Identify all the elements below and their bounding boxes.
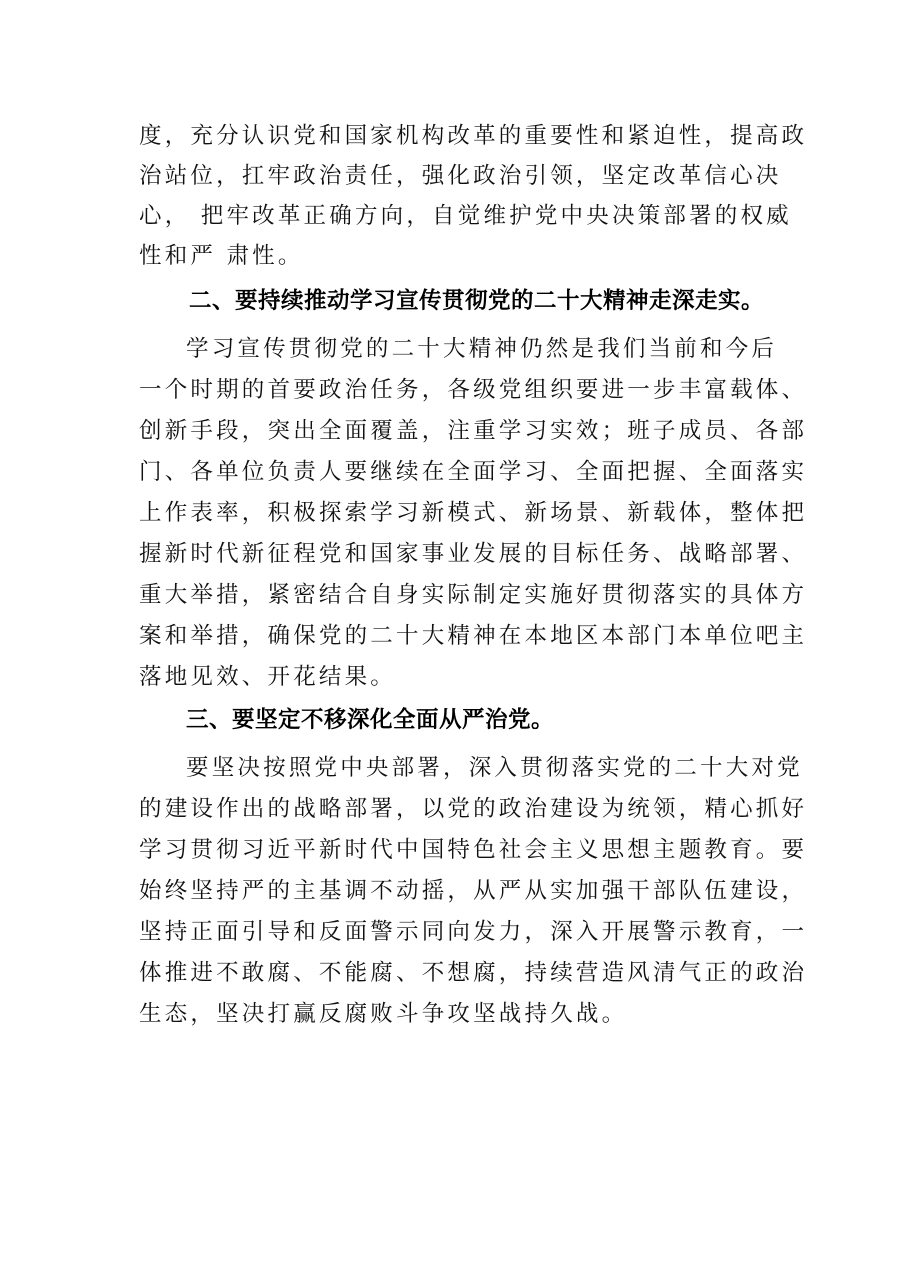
body-text-line: 重大举措，紧密结合自身实际制定实施好贯彻落实的具体方 bbox=[139, 582, 808, 608]
body-text-line: 坚持正面引导和反面警示同向发力，深入开展警示教育，一 bbox=[139, 919, 808, 945]
body-text-line: 一个时期的首要政治任务，各级党组织要进一步丰富载体、 bbox=[139, 377, 808, 403]
body-text-line: 落地见效、开花结果。 bbox=[139, 664, 397, 690]
body-text-line: 要坚决按照党中央部署，深入贯彻落实党的二十大对党 bbox=[186, 755, 803, 781]
body-text-line: 治站位，扛牢政治责任，强化政治引领，坚定改革信心决 bbox=[139, 163, 782, 189]
body-text-line: 生态，坚决打赢反腐败斗争攻坚战持久战。 bbox=[139, 1001, 628, 1027]
section-heading-2: 二、要持续推动学习宣传贯彻党的二十大精神走深走实。 bbox=[189, 288, 765, 314]
body-text-line: 创新手段，突出全面覆盖，注重学习实效；班子成员、各部 bbox=[139, 418, 808, 444]
body-text-line: 门、各单位负责人要继续在全面学习、全面把握、全面落实 bbox=[139, 459, 808, 485]
body-text-line: 学习贯彻习近平新时代中国特色社会主义思想主题教育。要 bbox=[139, 837, 808, 863]
body-text-line: 的建设作出的战略部署，以党的政治建设为统领，精心抓好 bbox=[139, 796, 808, 822]
body-text-line: 握新时代新征程党和国家事业发展的目标任务、战略部署、 bbox=[139, 541, 808, 567]
body-text-line: 度，充分认识党和国家机构改革的重要性和紧迫性，提高政 bbox=[139, 123, 808, 149]
body-text-line: 性和严 肃性。 bbox=[139, 243, 304, 269]
body-text-line: 上作表率，积极探索学习新模式、新场景、新载体，整体把 bbox=[139, 500, 808, 526]
body-text-line: 学习宣传贯彻党的二十大精神仍然是我们当前和今后 bbox=[186, 336, 778, 362]
body-text-line: 案和举措，确保党的二十大精神在本地区本部门本单位吧主 bbox=[139, 623, 808, 649]
body-text-line: 始终坚持严的主基调不动摇，从严从实加强干部队伍建设， bbox=[139, 878, 808, 904]
section-heading-3: 三、要坚定不移深化全面从严治党。 bbox=[186, 707, 555, 733]
body-text-line: 心， 把牢改革正确方向，自觉维护党中央决策部署的权威 bbox=[139, 203, 792, 229]
body-text-line: 体推进不敢腐、不能腐、不想腐，持续营造风清气正的政治 bbox=[139, 960, 808, 986]
